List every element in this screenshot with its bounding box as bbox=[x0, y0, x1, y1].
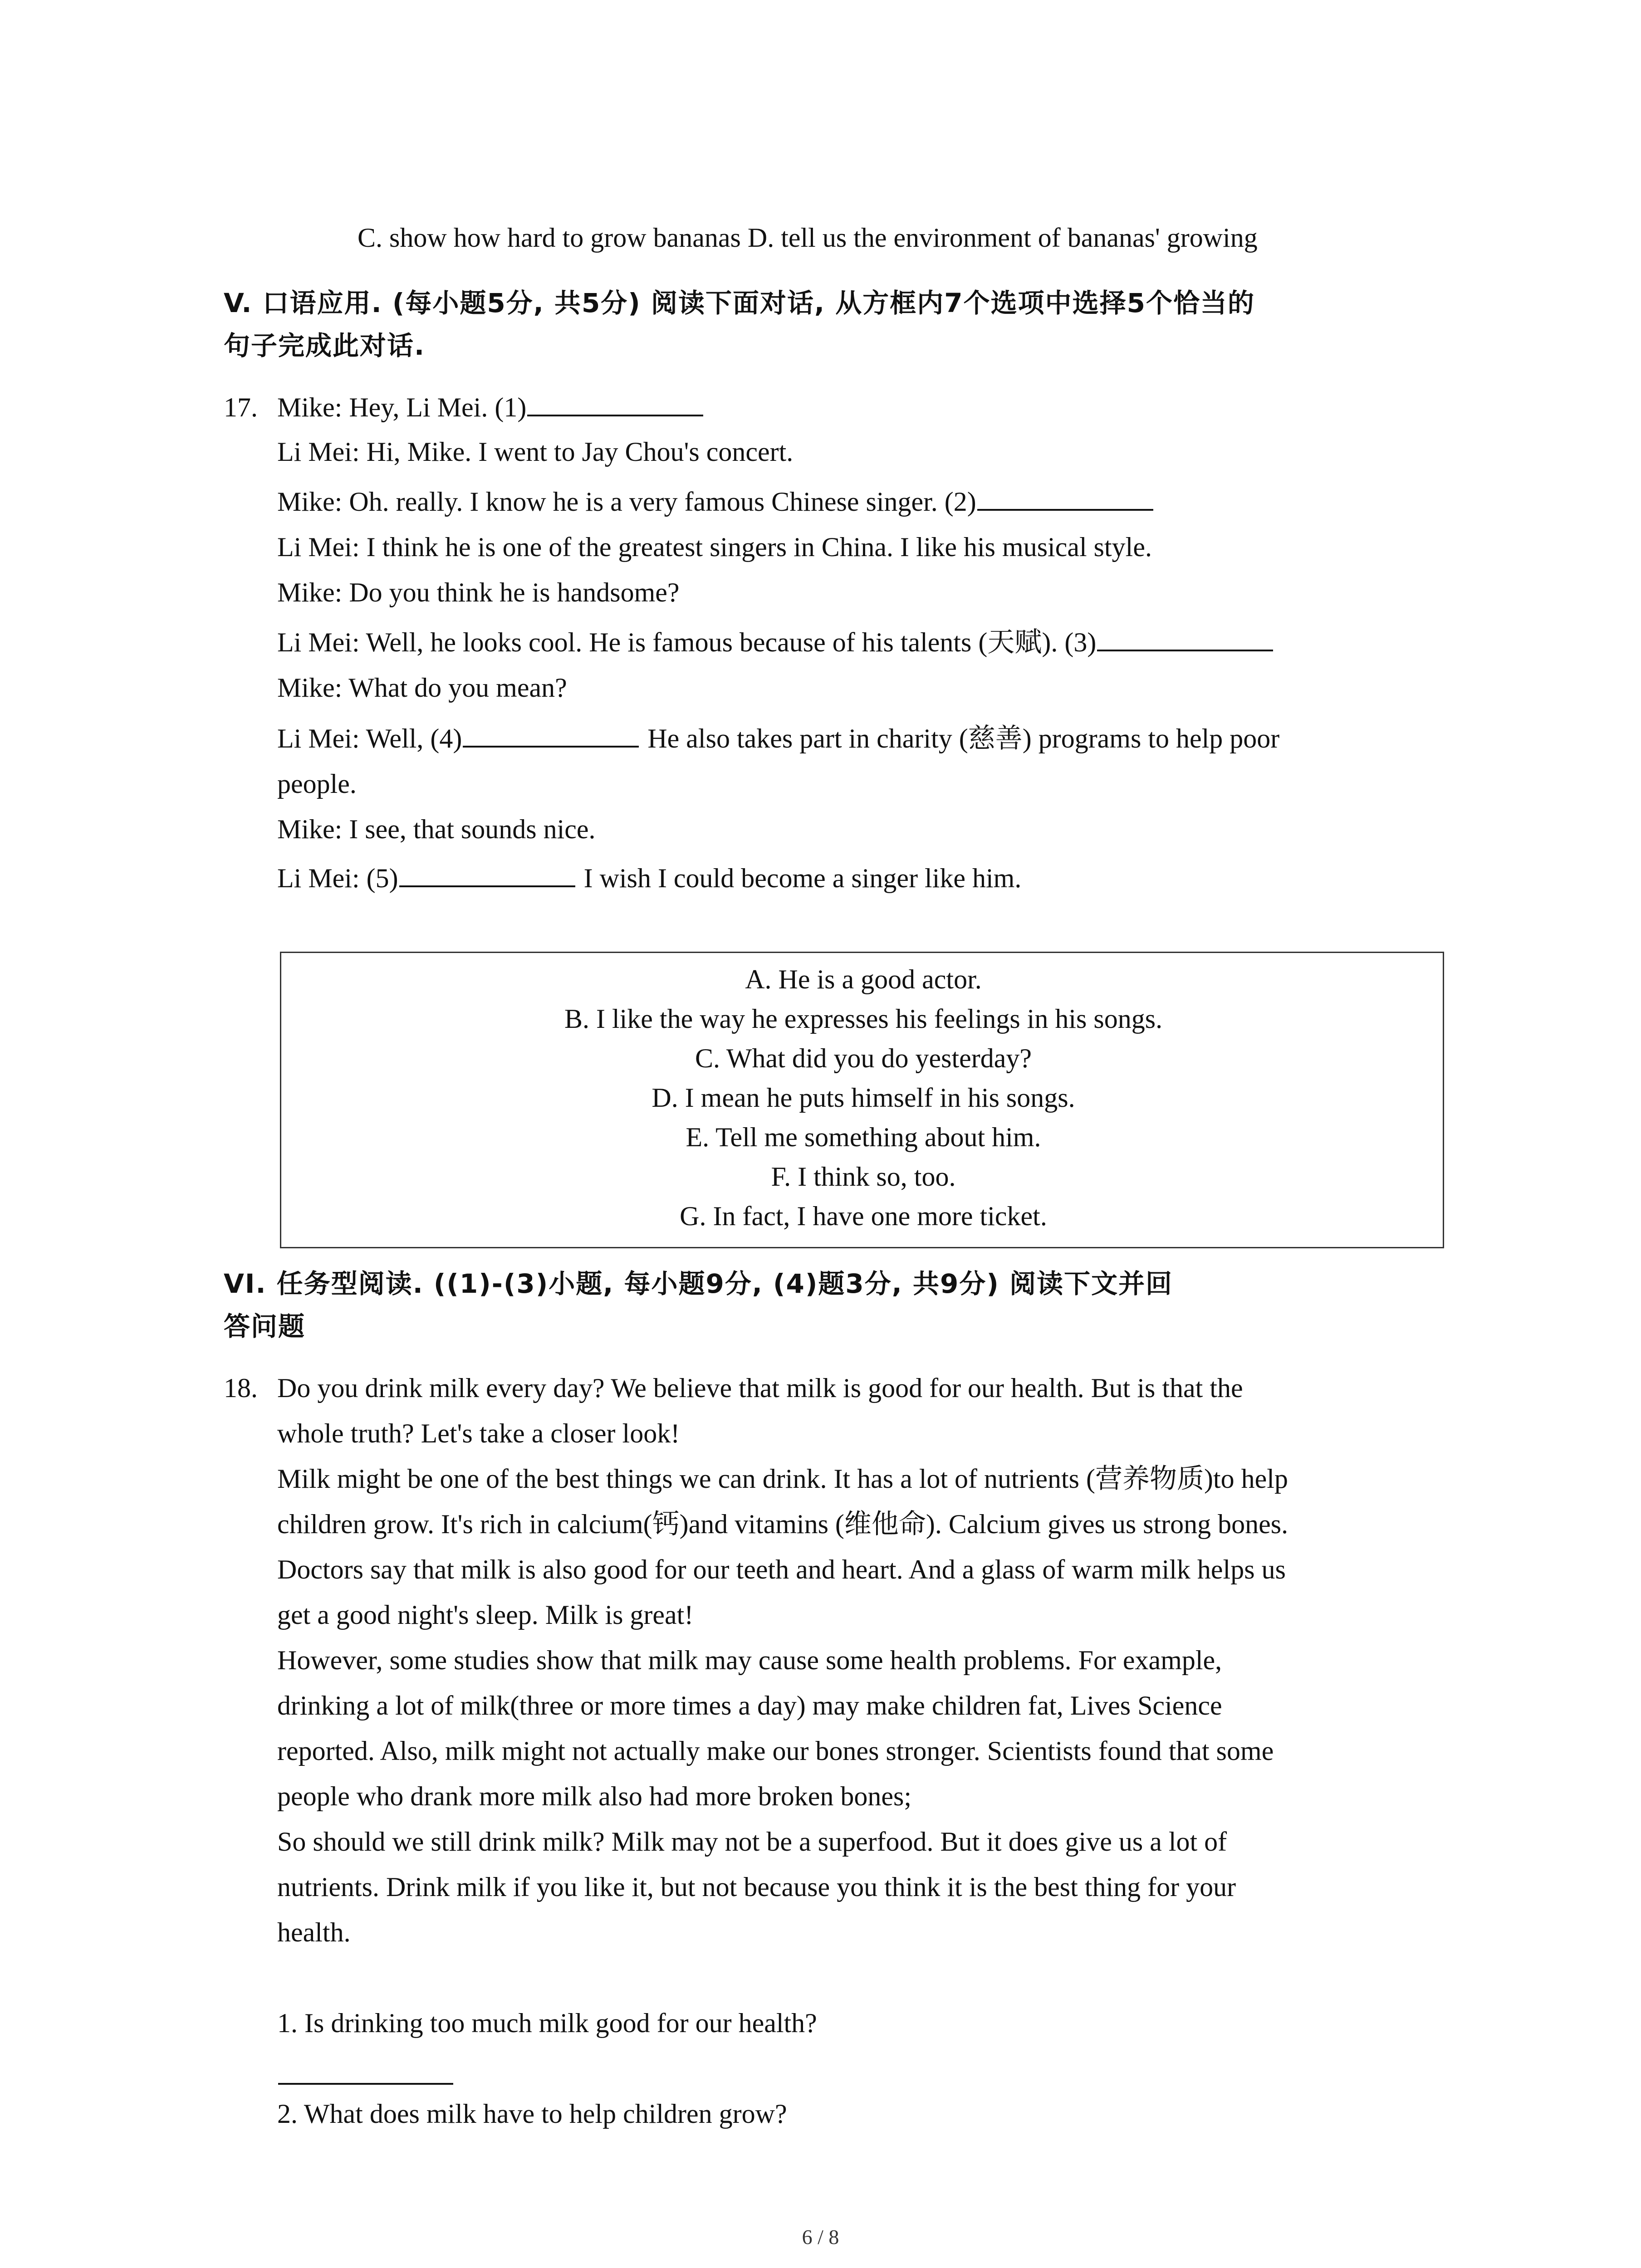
passage-line-7: However, some studies show that milk may cause some health problems. For example, bbox=[277, 1645, 1222, 1675]
page-number: 6 / 8 bbox=[802, 2225, 839, 2248]
passage-line-8: drinking a lot of milk(three or more times a day) may make children fat, Lives Science bbox=[277, 1691, 1222, 1721]
dialogue-line-8: Li Mei: Well, (4) He also takes part in charity (慈善) programs to help poor bbox=[277, 720, 1279, 757]
passage-line-1: Do you drink milk every day? We believe that milk is good for our health. But is that the bbox=[277, 1373, 1243, 1403]
option-d: D. I mean he puts himself in his songs. bbox=[652, 1083, 1075, 1113]
options-box bbox=[280, 952, 1444, 1248]
answer-blank-5 bbox=[399, 860, 575, 887]
passage-line-4: children grow. It's rich in calcium(钙)and vitamins (维他命). Calcium gives us strong bones. bbox=[277, 1509, 1288, 1539]
previous-question-options: C. show how hard to grow bananas D. tell us the environment of bananas' growing bbox=[358, 223, 1258, 253]
dialogue-line-9: people. bbox=[277, 769, 357, 799]
answer-blank-3 bbox=[1097, 624, 1273, 651]
question-18-2: 2. What does milk have to help children grow? bbox=[277, 2099, 787, 2129]
passage-line-3: Milk might be one of the best things we can drink. It has a lot of nutrients (营养物质)to help bbox=[277, 1464, 1288, 1494]
passage-line-10: people who drank more milk also had more broken bones; bbox=[277, 1781, 911, 1811]
passage-line-11: So should we still drink milk? Milk may not be a superfood. But it does give us a lot of bbox=[277, 1827, 1227, 1857]
dialogue-line-5: Mike: Do you think he is handsome? bbox=[277, 577, 680, 607]
dialogue-line-4: Li Mei: I think he is one of the greatest singers in China. I like his musical style. bbox=[277, 532, 1152, 562]
dialogue-line-2: Li Mei: Hi, Mike. I went to Jay Chou's concert. bbox=[277, 437, 794, 467]
question-18-number: 18. bbox=[224, 1373, 258, 1403]
answer-line-18-1 bbox=[277, 2058, 455, 2094]
section-6-heading-line-2: 答问题 bbox=[224, 1311, 306, 1342]
passage-line-5: Doctors say that milk is also good for our teeth and heart. And a glass of warm milk helps us bbox=[277, 1554, 1286, 1584]
option-e: E. Tell me something about him. bbox=[686, 1122, 1041, 1152]
dialogue-line-11: Li Mei: (5) I wish I could become a singer like him. bbox=[277, 860, 1021, 896]
section-6-heading-line-1: VI. 任务型阅读. ((1)-(3)小题, 每小题9分, (4)题3分, 共9分) 阅读下文并回 bbox=[224, 1268, 1173, 1299]
option-c: C. What did you do yesterday? bbox=[695, 1043, 1032, 1073]
question-18-1: 1. Is drinking too much milk good for our health? bbox=[277, 2008, 817, 2038]
option-g: G. In fact, I have one more ticket. bbox=[680, 1201, 1047, 1231]
dialogue-line-7: Mike: What do you mean? bbox=[277, 673, 567, 703]
passage-line-6: get a good night's sleep. Milk is great! bbox=[277, 1600, 694, 1630]
section-5-heading-line-1: V. 口语应用. (每小题5分, 共5分) 阅读下面对话, 从方框内7个选项中选择5个恰当的 bbox=[224, 288, 1255, 318]
passage-line-9: reported. Also, milk might not actually make our bones stronger. Scientists found that some bbox=[277, 1736, 1274, 1766]
option-a: A. He is a good actor. bbox=[745, 964, 982, 994]
dialogue-line-6: Li Mei: Well, he looks cool. He is famous because of his talents (天赋). (3) bbox=[277, 624, 1275, 660]
passage-line-12: nutrients. Drink milk if you like it, but not because you think it is the best thing for your bbox=[277, 1872, 1236, 1902]
answer-blank-18-1 bbox=[278, 2058, 453, 2085]
answer-blank-4 bbox=[463, 720, 639, 748]
answer-blank-2 bbox=[977, 484, 1153, 511]
passage-line-2: whole truth? Let's take a closer look! bbox=[277, 1418, 680, 1448]
passage-line-13: health. bbox=[277, 1917, 351, 1947]
option-f: F. I think so, too. bbox=[771, 1162, 956, 1192]
dialogue-line-1: Mike: Hey, Li Mei. (1) bbox=[277, 389, 705, 425]
option-b: B. I like the way he expresses his feelings in his songs. bbox=[564, 1004, 1163, 1034]
question-17-number: 17. bbox=[224, 392, 258, 422]
section-5-heading-line-2: 句子完成此对话. bbox=[224, 330, 426, 361]
dialogue-line-10: Mike: I see, that sounds nice. bbox=[277, 814, 596, 844]
dialogue-line-3: Mike: Oh. really. I know he is a very famous Chinese singer. (2) bbox=[277, 484, 1155, 520]
answer-blank-1 bbox=[527, 389, 703, 416]
